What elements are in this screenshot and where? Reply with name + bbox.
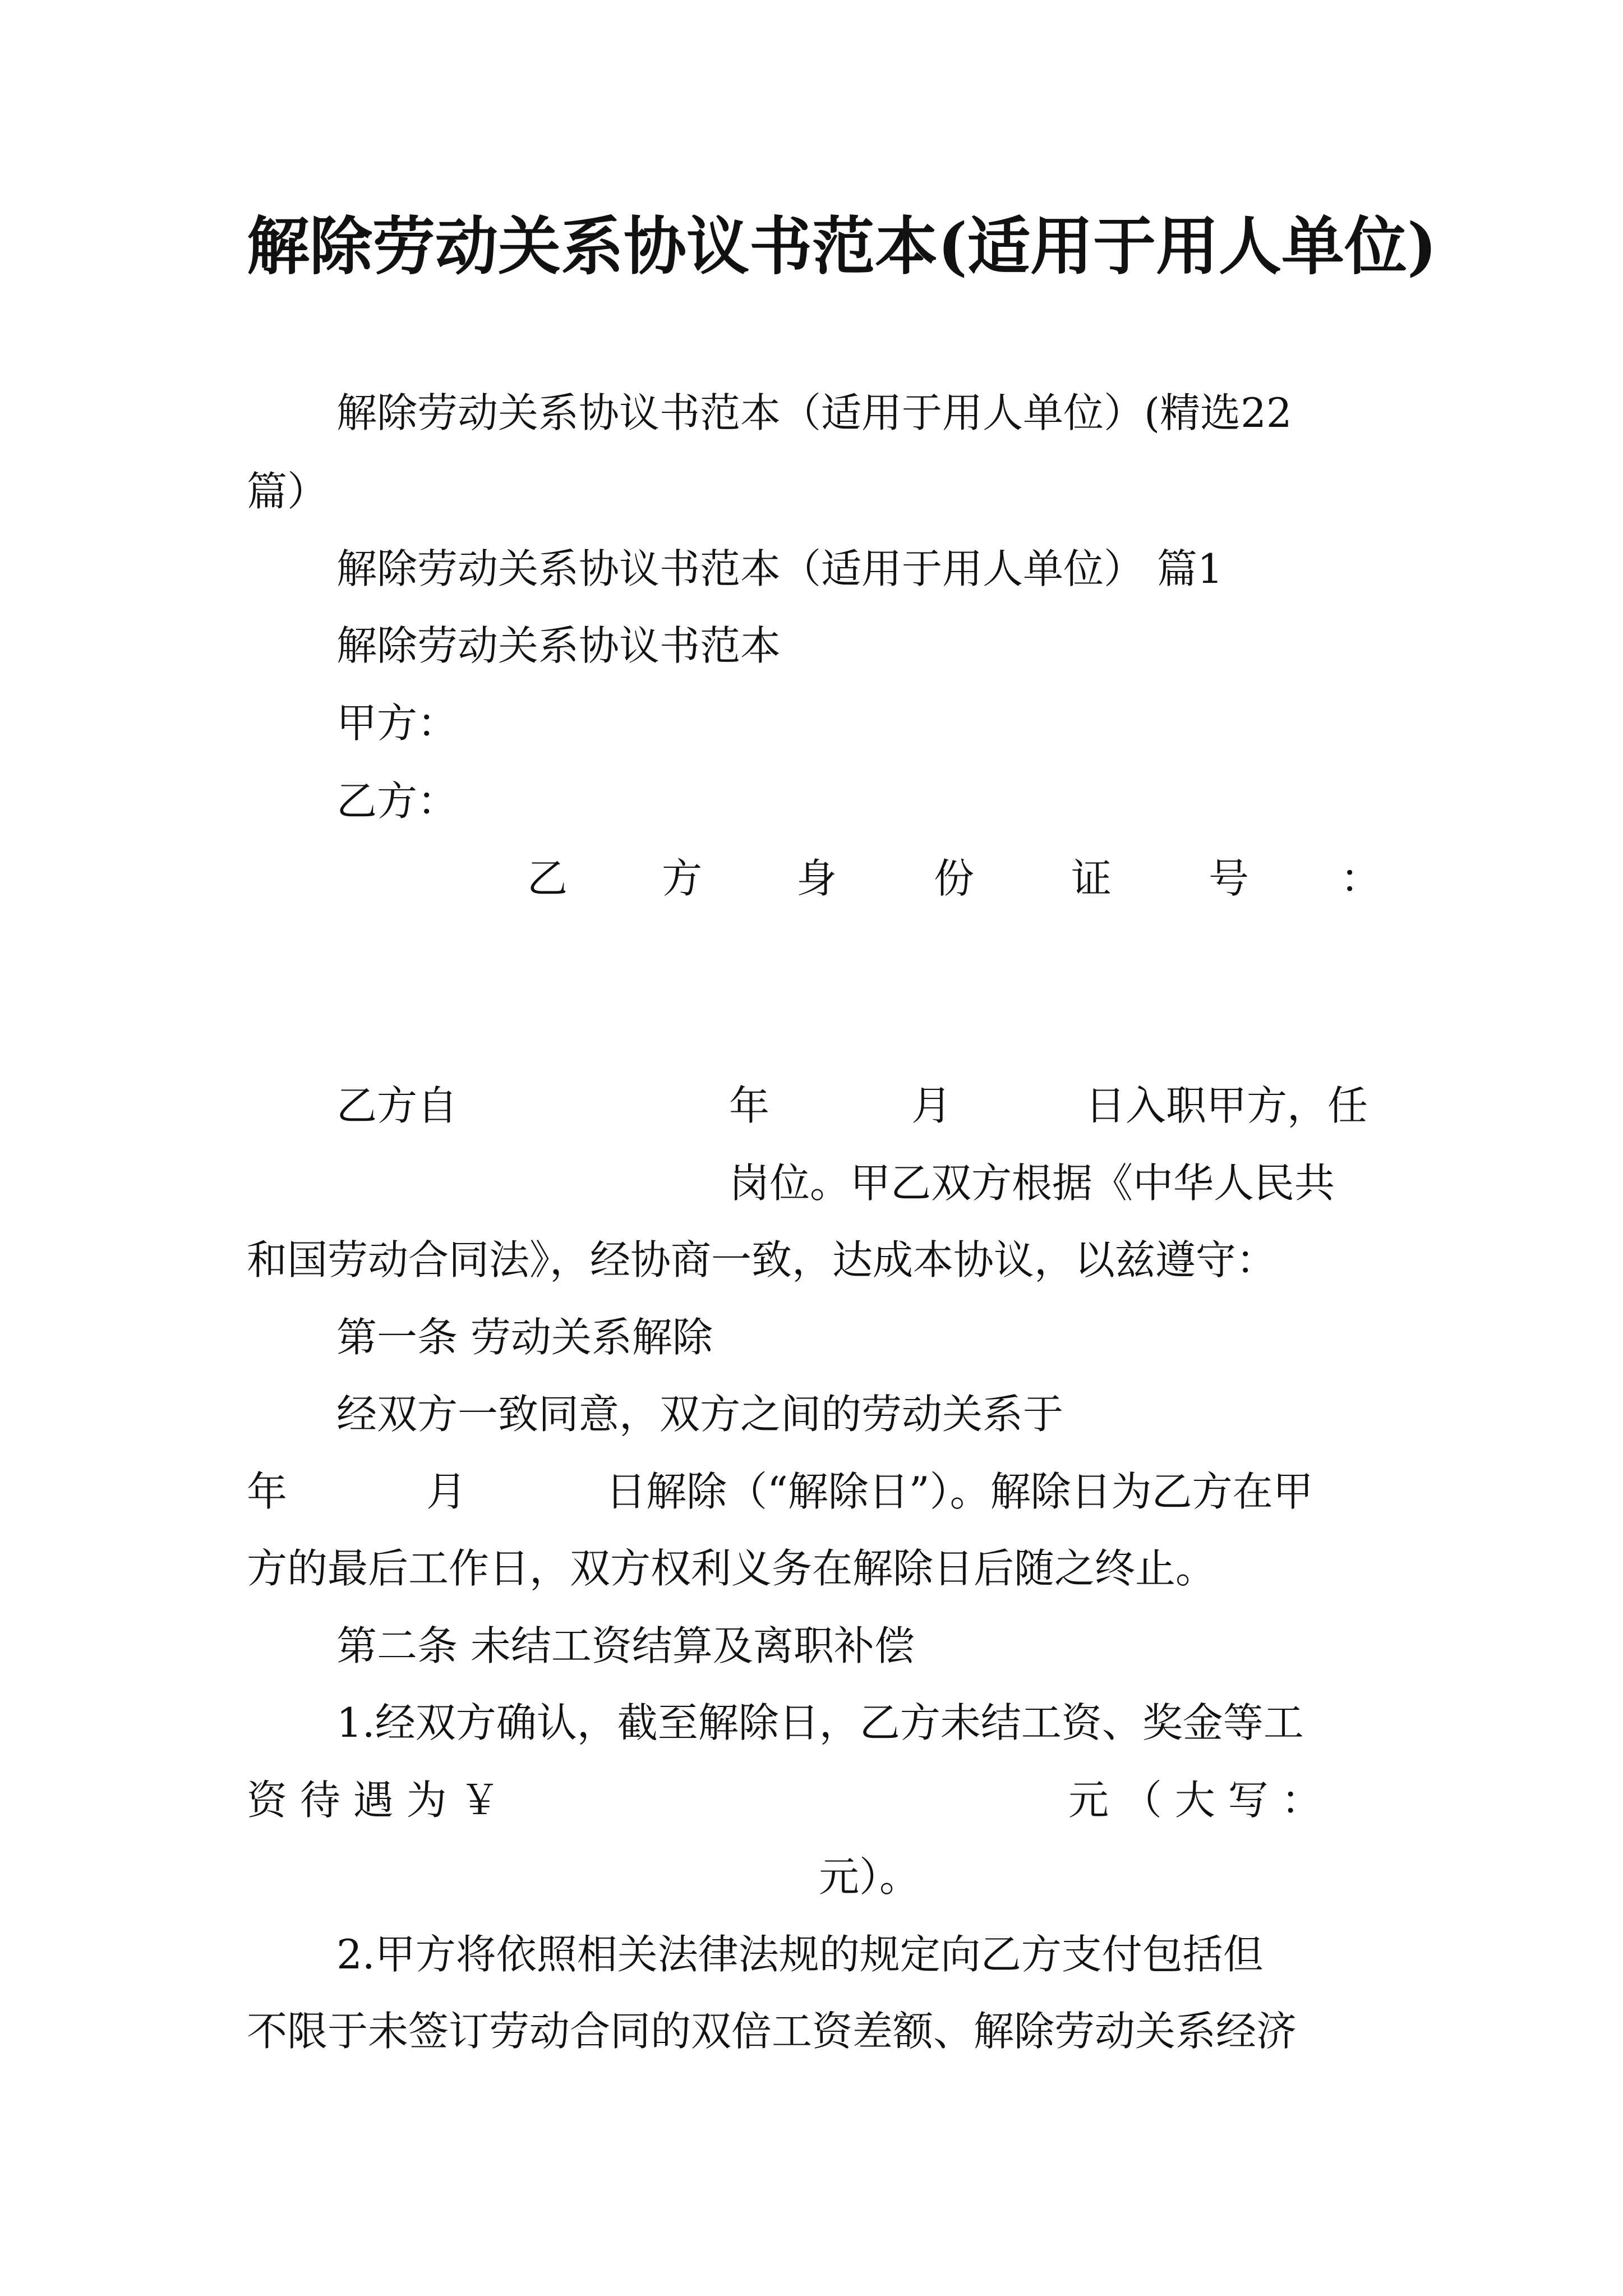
- intro-line-1: 解除劳动关系协议书范本（适用于用人单位）(精选22: [336, 389, 1292, 436]
- article-2-p1-line-2a: 资 待 遇 为 ￥: [247, 1777, 500, 1824]
- party-b-label: 乙方：: [336, 777, 458, 825]
- entry-month-label: 月: [911, 1082, 952, 1129]
- id-label-char: ：: [1340, 855, 1381, 902]
- id-label-char: 乙: [527, 855, 568, 902]
- entry-line-2: 岗位。甲乙双方根据《中华人民共: [729, 1159, 1335, 1207]
- id-label-char: 份: [934, 855, 975, 902]
- article-2-heading: 第二条 未结工资结算及离职补偿: [336, 1622, 915, 1669]
- article-1-line-2: 日解除（“解除日”）。解除日为乙方在甲: [606, 1468, 1313, 1515]
- id-label-char: 号: [1209, 855, 1249, 902]
- intro-line-2: 篇）: [247, 468, 328, 515]
- id-label-char: 方: [662, 855, 703, 902]
- article-1-line-1: 经双方一致同意，双方之间的劳动关系于: [336, 1391, 1064, 1438]
- id-label-char: 证: [1071, 855, 1112, 902]
- party-a-label: 甲方：: [336, 700, 458, 747]
- article-2-p1-line-3: 元）。: [819, 1853, 920, 1901]
- entry-year-label: 年: [729, 1082, 770, 1129]
- article-1-line-3: 方的最后工作日，双方权利义务在解除日后随之终止。: [247, 1545, 1216, 1592]
- article-2-p1-line-2b: 元 （ 大 写 ：: [1068, 1777, 1322, 1824]
- article-2-p2-line-2: 不限于未签订劳动合同的双倍工资差额、解除劳动关系经济: [247, 2008, 1297, 2055]
- article-1-month-label: 月: [426, 1468, 467, 1515]
- entry-end: 日入职甲方，任: [1085, 1082, 1368, 1129]
- entry-line-3: 和国劳动合同法》，经协商一致，达成本协议，以兹遵守：: [247, 1236, 1277, 1283]
- article-1-year-label: 年: [247, 1468, 288, 1515]
- entry-start: 乙方自: [336, 1082, 458, 1129]
- section-heading: 解除劳动关系协议书范本（适用于用人单位） 篇1: [336, 545, 1223, 592]
- article-2-p2-line-1: 2.甲方将依照相关法律法规的规定向乙方支付包括但: [336, 1931, 1264, 1978]
- article-2-p1-line-1: 1.经双方确认，截至解除日，乙方未结工资、奖金等工: [336, 1699, 1304, 1746]
- id-label-char: 身: [796, 855, 837, 902]
- agreement-title: 解除劳动关系协议书范本: [336, 622, 781, 669]
- document-title: 解除劳动关系协议书范本(适用于用人单位): [247, 210, 1437, 283]
- article-1-heading: 第一条 劳动关系解除: [336, 1314, 713, 1361]
